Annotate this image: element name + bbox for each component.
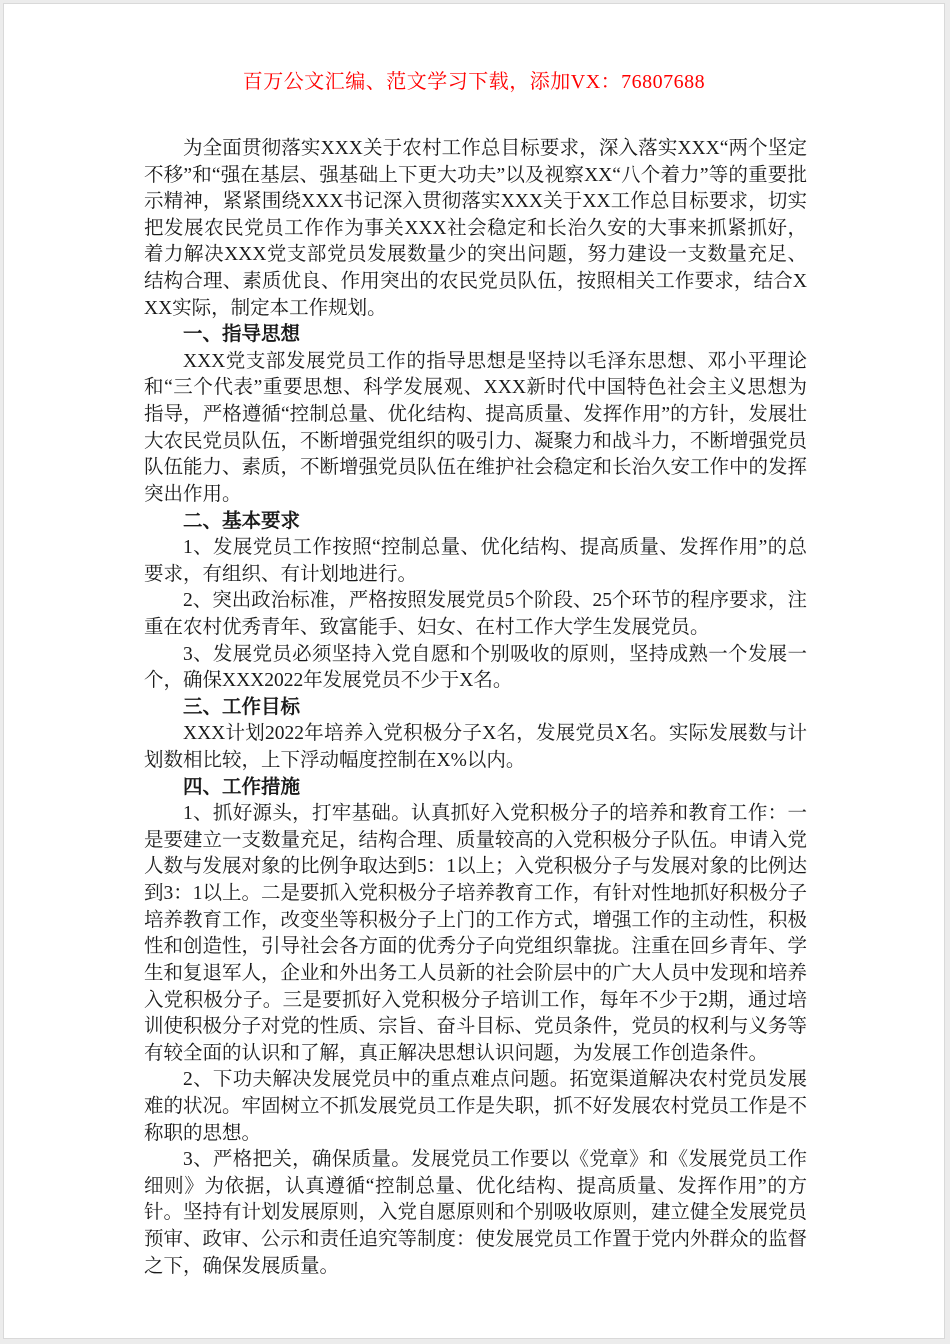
section-heading: 四、工作措施 [183,776,301,798]
paragraph: XXX计划2022年培养入党积极分子X名，发展党员X名。实际发展数与计划数相比较，上下浮动幅度控制在X%以内。 [144,723,807,772]
paragraph: 1、发展党员工作按照“控制总量、优化结构、提高质量、发挥作用”的总要求，有组织、有计划地进行。 [144,537,807,585]
section-heading: 三、工作目标 [183,696,301,718]
paragraph: 为全面贯彻落实XXX关于农村工作总目标要求，深入落实XXX“两个坚定不移”和“强在基层、强基础上下更大功夫”以及视察XX“八个着力”等的重要批示精神，紧紧围绕XXX书记深入贯彻落实XXX关于XX工作总目标要求，切实把发展农民党员工作作为事关XXX社会稳定和长治久安的大事来抓紧抓好，着力解决XXX党支部党员发展数量少的突出问题，努力建设一支数量充足、结构合理、素质优良、作用突出的农民党员队伍，按照相关工作要求，结合XXX实际，制定本工作规划。 [144,138,807,319]
document-page [3,3,945,1339]
paragraph: 1、抓好源头，打牢基础。认真抓好入党积极分子的培养和教育工作：一是要建立一支数量充足，结构合理、质量较高的入党积极分子队伍。申请入党人数与发展对象的比例争取达到5：1以上；入党积极分子与发展对象的比例达到3：1以上。二是要抓入党积极分子培养教育工作，有针对性地抓好积极分子培养教育工作，改变坐等积极分子上门的工作方式，增强工作的主动性，积极性和创造性，引导社会各方面的优秀分子向党组织靠拢。注重在回乡青年、学生和复退军人，企业和外出务工人员新的社会阶层中的广大人员中发现和培养入党积极分子。三是要抓好入党积极分子培训工作，每年不少于2期，通过培训使积极分子对党的性质、宗旨、奋斗目标、党员条件，党员的权利与义务等有较全面的认识和了解，真正解决思想认识问题，为发展工作创造条件。 [144,803,808,1064]
paragraph: 3、严格把关，确保质量。发展党员工作要以《党章》和《发展党员工作细则》为依据，认真遵循“控制总量、优化结构、提高质量、发挥作用”的方针。坚持有计划发展原则，入党自愿原则和个别吸收原则，建立健全发展党员预审、政审、公示和责任追究等制度：使发展党员工作置于党内外群众的监督之下，确保发展质量。 [144,1149,808,1277]
download-notice: 百万公文汇编、范文学习下载，添加VX：76807688 [242,71,706,93]
paragraph: 3、发展党员必须坚持入党自愿和个别吸收的原则，坚持成熟一个发展一个，确保XXX2022年发展党员不少于X名。 [144,643,807,692]
paragraph: XXX党支部发展党员工作的指导思想是坚持以毛泽东思想、邓小平理论和“三个代表”重要思想、科学发展观、XXX新时代中国特色社会主义思想为指导，严格遵循“控制总量、优化结构、提高质量、发挥作用”的方针，发展壮大农民党员队伍，不断增强党组织的吸引力、凝聚力和战斗力，不断增强党员队伍能力、素质，不断增强党员队伍在维护社会稳定和长治久安工作中的发挥突出作用。 [144,350,808,505]
paragraph: 2、下功夫解决发展党员中的重点难点问题。拓宽渠道解决农村党员发展难的状况。牢固树立不抓发展党员工作是失职，抓不好发展农村党员工作是不称职的思想。 [144,1069,808,1144]
section-heading: 一、指导思想 [183,324,301,346]
section-heading: 二、基本要求 [183,510,301,532]
paragraph: 2、突出政治标准，严格按照发展党员5个阶段、25个环节的程序要求，注重在农村优秀青年、致富能手、妇女、在村工作大学生发展党员。 [144,590,808,638]
document-content [4,136,944,1280]
